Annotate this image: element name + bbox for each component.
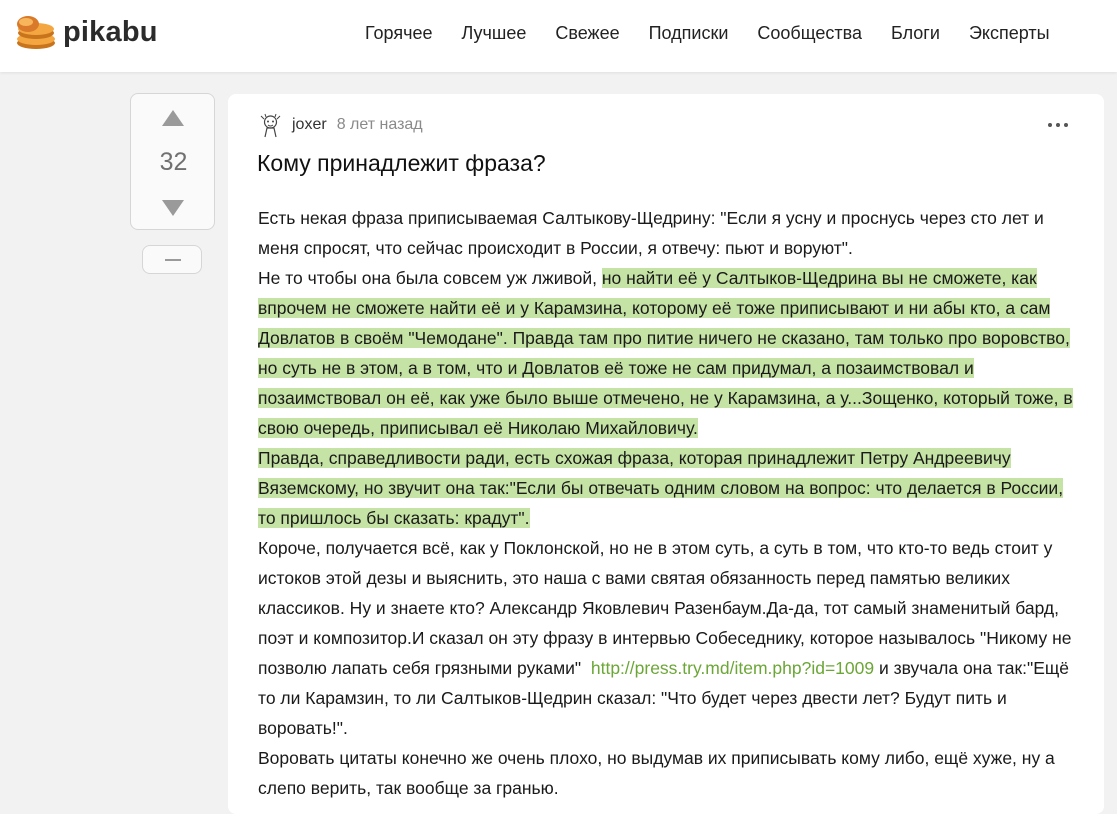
pancake-stack-icon <box>14 14 56 50</box>
paragraph-5: Воровать цитаты конечно же очень плохо, но выдумав их приписывать кому либо, ещё хуже, ну а слепо верить, так вообще за гранью. <box>258 748 1055 798</box>
downvote-arrow-icon[interactable] <box>162 200 184 216</box>
nav-subscriptions[interactable]: Подписки <box>648 23 729 43</box>
post-title[interactable]: Кому принадлежит фраза? <box>257 150 546 176</box>
paragraph-2-plain: Не то чтобы она была совсем уж лживой, <box>258 268 598 288</box>
paragraph-4-after: и звучала она так:"Ещё то ли Карамзин, то ли Салтыков-Щедрин сказал: "Что будет через двести лет? Будут пить и воровать!". <box>258 658 1070 738</box>
collapse-post-button[interactable] <box>142 245 202 274</box>
paragraph-1: Есть некая фраза приписываемая Салтыкову-Щедрину: "Если я усну и проснусь через сто лет и меня спросят, что сейчас происходит в России, я отвечу: пьют и воруют". <box>258 208 1044 258</box>
upvote-arrow-icon[interactable] <box>162 110 184 126</box>
paragraph-2 <box>258 263 1078 443</box>
nav-experts[interactable]: Эксперты <box>968 23 1050 43</box>
post-rating: 32 <box>159 148 188 176</box>
cartoon-avatar-icon[interactable] <box>258 113 283 138</box>
nav-hot[interactable]: Горячее <box>365 23 433 43</box>
main-nav <box>365 22 1079 44</box>
post-card <box>228 94 1104 814</box>
top-header <box>0 0 1117 72</box>
paragraph-4-before: Короче, получается всё, как у Поклонской, но не в этом суть, а суть в том, что кто-то ведь стоит у истоков этой дезы и выяснить, это наша с вами святая обязанность перед памятью великих классиков. Ну и знаете кто? Александр Яковлевич Разенбаум.Да-да, тот самый знаменитый бард, поэт и композитор.И сказал он эту фразу в интервью Собеседнику, которое называлось "Никому не позволю лапать себя грязными руками" <box>258 538 1072 678</box>
post-time: 8 лет назад <box>336 116 423 133</box>
more-dots-icon[interactable] <box>1048 123 1068 127</box>
nav-communities[interactable]: Сообщества <box>757 23 862 43</box>
logo-text: pikabu <box>63 15 158 48</box>
minus-icon <box>165 259 181 261</box>
vote-panel <box>130 93 215 230</box>
source-link[interactable]: http://press.try.md/item.php?id=1009 <box>590 658 875 678</box>
post-meta <box>258 112 423 138</box>
nav-fresh[interactable]: Свежее <box>555 23 620 43</box>
author-name[interactable]: joxer <box>292 116 327 133</box>
paragraph-3 <box>258 443 1078 533</box>
highlighted-text: но найти её у Салтыков-Щедрина вы не сможете, как впрочем не сможете найти её и у Карамзина, которому её тоже приписывают и ни абы кто, а сам Довлатов в своём "Чемодане". Правда там про питие ничего не сказано, там только про воровство, но суть не в этом, а в том, что и Довлатов её тоже не сам придумал, а позаимствовал и позаимствовал он её, как уже было выше отмечено, не у Карамзина, а у...Зощенко, который тоже, в свою очередь, приписывал её Николаю Михайловичу. <box>258 268 1073 438</box>
paragraph-4 <box>258 533 1078 743</box>
post-body <box>258 203 1078 803</box>
nav-blogs[interactable]: Блоги <box>890 23 940 43</box>
site-logo[interactable] <box>14 14 158 50</box>
nav-best[interactable]: Лучшее <box>461 23 527 43</box>
highlighted-text: Правда, справедливости ради, есть схожая фраза, которая принадлежит Петру Андреевичу Вяземскому, но звучит она так:"Если бы отвечать одним словом на вопрос: что делается в России, то пришлось бы сказать: крадут". <box>258 448 1064 528</box>
